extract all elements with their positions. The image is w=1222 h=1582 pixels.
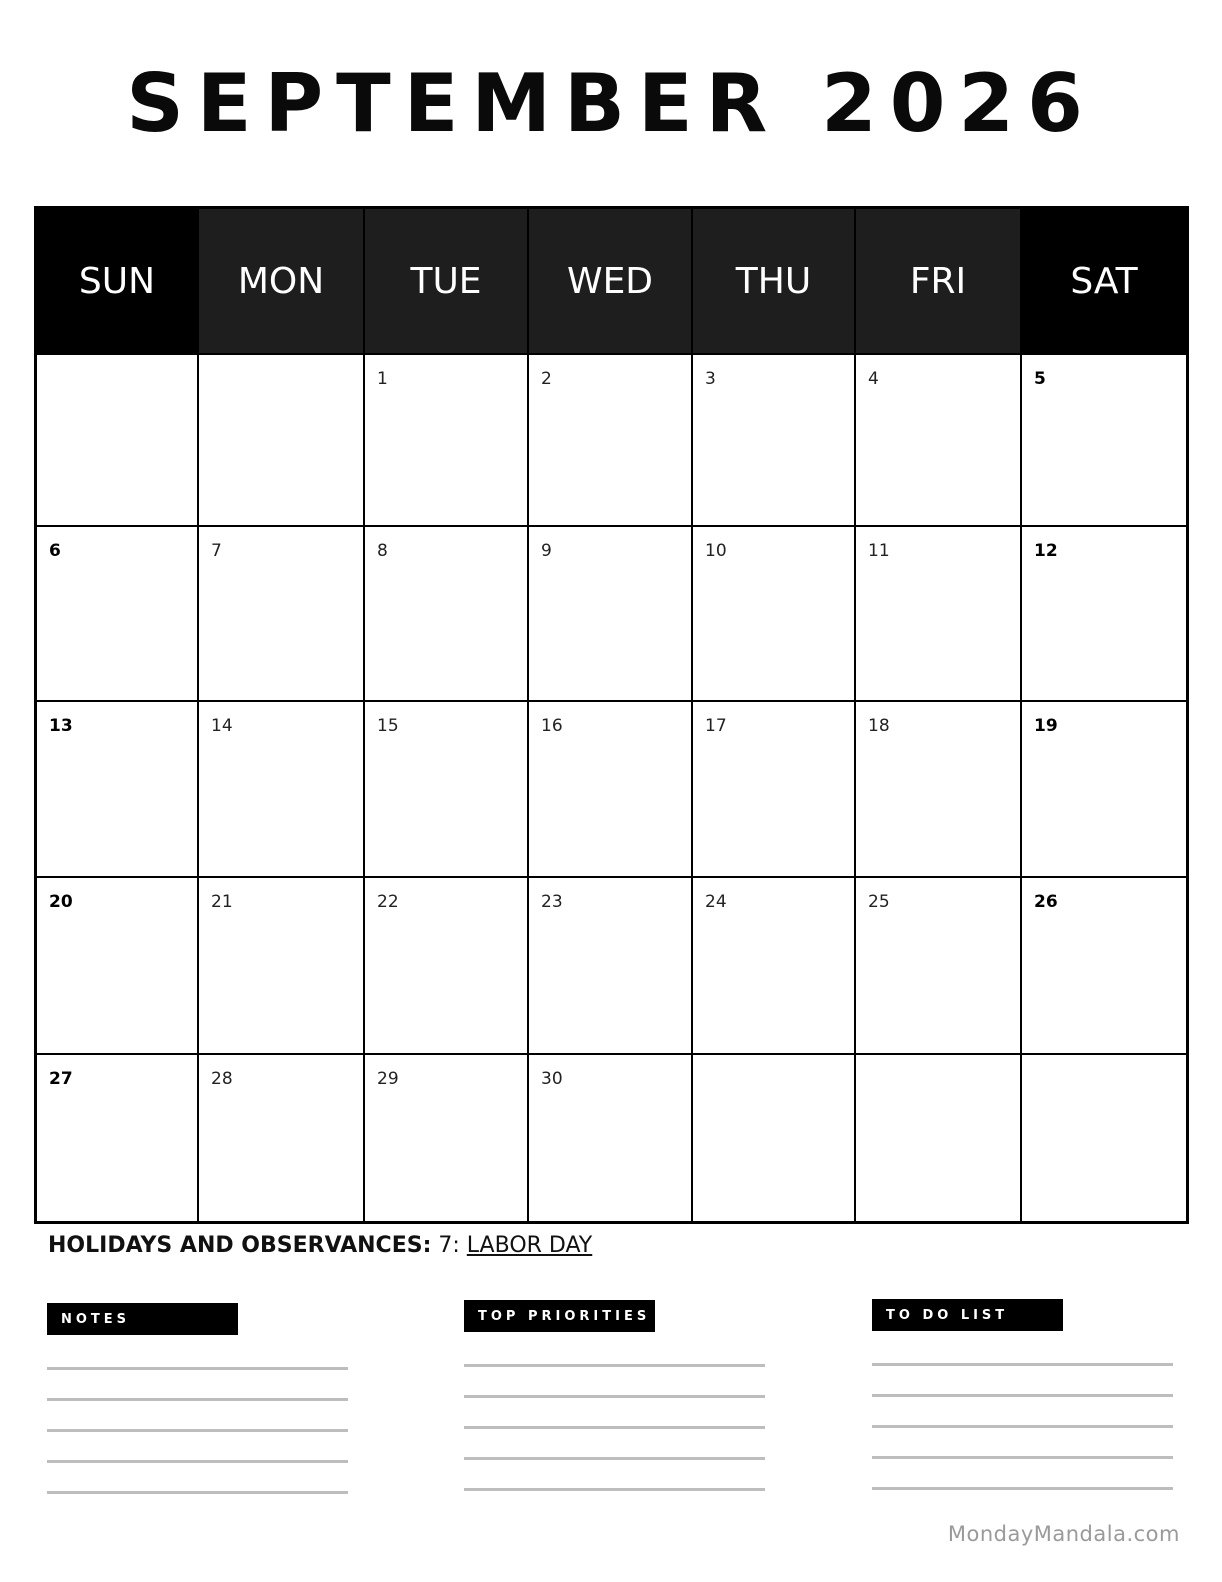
day-cell[interactable]: [529, 1055, 693, 1221]
day-number: 21: [211, 892, 233, 912]
weekday-header-sat: SAT: [1022, 209, 1186, 353]
day-number: 23: [541, 892, 563, 912]
day-cell[interactable]: [693, 702, 856, 876]
day-number: 12: [1034, 541, 1058, 561]
day-cell[interactable]: [365, 878, 529, 1053]
week-row: [37, 1053, 1186, 1221]
day-number: 3: [705, 369, 716, 389]
day-number: 10: [705, 541, 727, 561]
day-number: 11: [868, 541, 890, 561]
day-cell[interactable]: [529, 527, 693, 700]
day-cell[interactable]: [856, 527, 1022, 700]
day-cell[interactable]: [856, 878, 1022, 1053]
day-number: 4: [868, 369, 879, 389]
todo-line[interactable]: [872, 1425, 1173, 1428]
notes-line[interactable]: [47, 1460, 348, 1463]
day-number: 28: [211, 1069, 233, 1089]
day-cell[interactable]: [693, 878, 856, 1053]
day-number: 14: [211, 716, 233, 736]
day-number: 6: [49, 541, 61, 561]
priorities-section: [464, 1300, 766, 1491]
priorities-line[interactable]: [464, 1426, 765, 1429]
day-number: 16: [541, 716, 563, 736]
day-cell[interactable]: [1022, 702, 1186, 876]
day-cell[interactable]: [37, 527, 199, 700]
day-cell[interactable]: [693, 1055, 856, 1221]
todo-badge: TO DO LIST: [872, 1299, 1063, 1331]
weekday-header-wed: WED: [529, 209, 693, 353]
priorities-line[interactable]: [464, 1395, 765, 1398]
day-number: 1: [377, 369, 388, 389]
notes-line[interactable]: [47, 1429, 348, 1432]
day-number: 17: [705, 716, 727, 736]
day-cell[interactable]: [37, 878, 199, 1053]
day-number: 20: [49, 892, 73, 912]
day-number: 29: [377, 1069, 399, 1089]
day-cell[interactable]: [199, 702, 365, 876]
day-number: 2: [541, 369, 552, 389]
todo-line[interactable]: [872, 1394, 1173, 1397]
weekday-header-tue: TUE: [365, 209, 529, 353]
holidays-line: [48, 1233, 592, 1258]
priorities-badge: TOP PRIORITIES: [464, 1300, 655, 1332]
day-cell[interactable]: [1022, 527, 1186, 700]
notes-section: [47, 1303, 349, 1494]
calendar-grid: [34, 206, 1189, 1224]
day-number: 15: [377, 716, 399, 736]
day-cell[interactable]: [365, 527, 529, 700]
day-cell[interactable]: [529, 878, 693, 1053]
day-cell[interactable]: [856, 702, 1022, 876]
day-number: 18: [868, 716, 890, 736]
notes-line[interactable]: [47, 1367, 348, 1370]
weekday-header-fri: FRI: [856, 209, 1022, 353]
week-row: [37, 353, 1186, 525]
footer-brand: MondayMandala.com: [947, 1522, 1180, 1546]
day-cell[interactable]: [1022, 1055, 1186, 1221]
week-row: [37, 876, 1186, 1053]
todo-line[interactable]: [872, 1363, 1173, 1366]
day-cell[interactable]: [1022, 355, 1186, 525]
notes-badge: NOTES: [47, 1303, 238, 1335]
day-number: 22: [377, 892, 399, 912]
day-cell[interactable]: [529, 702, 693, 876]
week-row: [37, 525, 1186, 700]
day-cell[interactable]: [693, 355, 856, 525]
day-number: 30: [541, 1069, 563, 1089]
day-number: 27: [49, 1069, 73, 1089]
priorities-line[interactable]: [464, 1488, 765, 1491]
day-cell[interactable]: [365, 355, 529, 525]
weekday-header-row: [37, 209, 1186, 353]
priorities-line[interactable]: [464, 1457, 765, 1460]
day-cell[interactable]: [365, 702, 529, 876]
holiday-link-labor-day[interactable]: LABOR DAY: [466, 1233, 593, 1258]
weekday-header-sun: SUN: [37, 209, 199, 353]
todo-section: [872, 1299, 1174, 1490]
day-grid: [37, 353, 1186, 1221]
day-cell[interactable]: [37, 1055, 199, 1221]
day-cell[interactable]: [856, 355, 1022, 525]
day-cell[interactable]: [199, 878, 365, 1053]
day-cell[interactable]: [529, 355, 693, 525]
day-number: 7: [211, 541, 222, 561]
holidays-label: HOLIDAYS AND OBSERVANCES:: [48, 1233, 432, 1258]
day-number: 13: [49, 716, 73, 736]
day-cell[interactable]: [37, 355, 199, 525]
day-number: 5: [1034, 369, 1046, 389]
day-number: 8: [377, 541, 388, 561]
todo-line[interactable]: [872, 1487, 1173, 1490]
day-number: 24: [705, 892, 727, 912]
day-cell[interactable]: [199, 527, 365, 700]
day-number: 9: [541, 541, 552, 561]
day-number: 26: [1034, 892, 1058, 912]
priorities-line[interactable]: [464, 1364, 765, 1367]
notes-line[interactable]: [47, 1398, 348, 1401]
day-cell[interactable]: [1022, 878, 1186, 1053]
day-number: 19: [1034, 716, 1058, 736]
day-cell[interactable]: [693, 527, 856, 700]
holiday-date: 7:: [438, 1233, 460, 1258]
day-cell[interactable]: [199, 355, 365, 525]
day-number: 25: [868, 892, 890, 912]
day-cell[interactable]: [37, 702, 199, 876]
weekday-header-mon: MON: [199, 209, 365, 353]
todo-line[interactable]: [872, 1456, 1173, 1459]
weekday-header-thu: THU: [693, 209, 856, 353]
day-cell[interactable]: [856, 1055, 1022, 1221]
page-title: SEPTEMBER 2026: [126, 57, 1096, 150]
notes-line[interactable]: [47, 1491, 348, 1494]
day-cell[interactable]: [365, 1055, 529, 1221]
week-row: [37, 700, 1186, 876]
day-cell[interactable]: [199, 1055, 365, 1221]
